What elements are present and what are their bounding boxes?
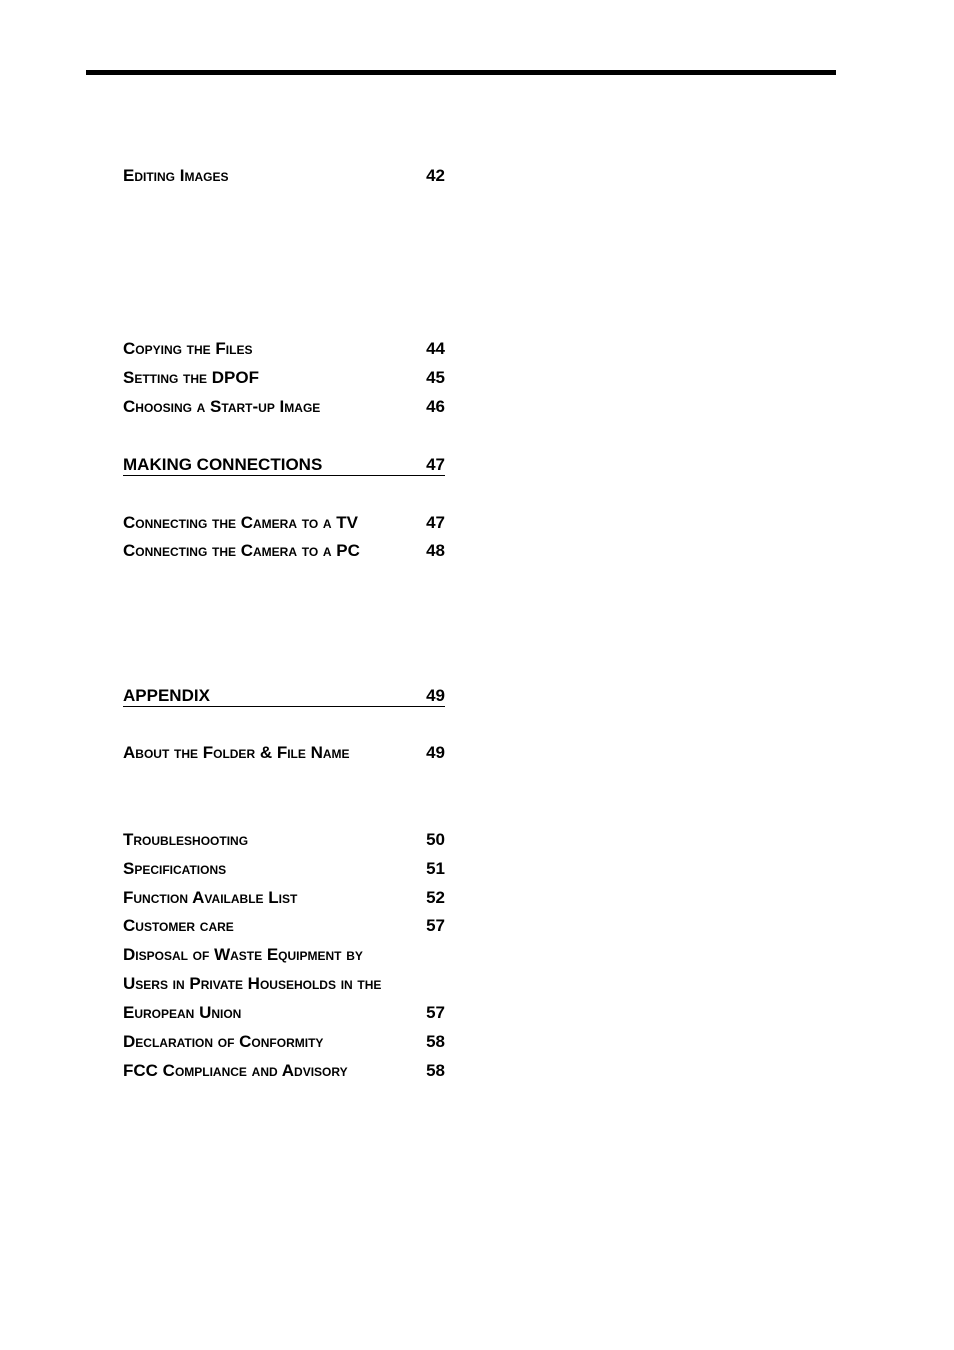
toc-entry-title: Disposal of Waste Equipment by [123,945,363,964]
toc-entry-disposal-line-3[interactable] [123,1002,445,1024]
toc-entry-title: Connecting the Camera to a PC [123,541,360,560]
toc-entry-editing-images[interactable] [123,165,445,187]
toc-section-appendix[interactable] [123,686,445,707]
toc-entry-page: 57 [426,1003,445,1022]
toc-entry-page: 58 [426,1032,445,1051]
toc-entry-page: 44 [426,339,445,358]
toc-entry-declaration-conformity[interactable] [123,1031,445,1053]
toc-entry-title: Specifications [123,859,227,878]
toc-entry-disposal-line-1[interactable] [123,944,445,966]
toc-entry-function-available-list[interactable] [123,887,445,909]
toc-entry-title: Choosing a Start-up Image [123,397,321,416]
toc-entry-disposal-line-2[interactable] [123,973,445,995]
toc-entry-page: 52 [426,888,445,907]
toc-entry-page: 45 [426,368,445,387]
toc-section-title: APPENDIX [123,686,210,705]
toc-entry-title: About the Folder & File Name [123,743,350,762]
toc-entry-title: Users in Private Households in the [123,974,382,993]
toc-entry-title: Troubleshooting [123,830,249,849]
toc-entry-troubleshooting[interactable] [123,829,445,851]
toc-entry-page: 58 [426,1061,445,1080]
toc-entry-choosing-startup-image[interactable] [123,396,445,418]
toc-entry-specifications[interactable] [123,858,445,880]
toc-entry-title: Editing Images [123,166,229,185]
toc-section-title: MAKING CONNECTIONS [123,455,323,474]
toc-entry-copying-files[interactable] [123,338,445,360]
toc-entry-customer-care[interactable] [123,915,445,937]
toc-entry-page: 49 [426,743,445,762]
toc-entry-page: 48 [426,541,445,560]
toc-entry-title: European Union [123,1003,242,1022]
toc-entry-connecting-tv[interactable] [123,512,445,534]
header-rule [86,70,836,75]
toc-entry-folder-file-name[interactable] [123,742,445,764]
toc-entry-page: 50 [426,830,445,849]
toc-section-page: 47 [426,455,445,474]
toc-entry-setting-dpof[interactable] [123,367,445,389]
toc-entry-title: Function Available List [123,888,298,907]
toc-entry-page: 47 [426,513,445,532]
toc-section-making-connections[interactable] [123,455,445,476]
toc-entry-title: Customer care [123,916,234,935]
toc-section-page: 49 [426,686,445,705]
toc-entry-connecting-pc[interactable] [123,540,445,562]
toc-entry-fcc-compliance[interactable] [123,1060,445,1082]
toc-entry-page: 51 [426,859,445,878]
toc-entry-page: 42 [426,166,445,185]
toc-entry-title: FCC Compliance and Advisory [123,1061,348,1080]
toc-entry-page: 57 [426,916,445,935]
toc-entry-title: Copying the Files [123,339,253,358]
toc-entry-title: Setting the DPOF [123,368,260,387]
toc-entry-title: Declaration of Conformity [123,1032,324,1051]
toc-entry-title: Connecting the Camera to a TV [123,513,359,532]
toc-entry-page: 46 [426,397,445,416]
